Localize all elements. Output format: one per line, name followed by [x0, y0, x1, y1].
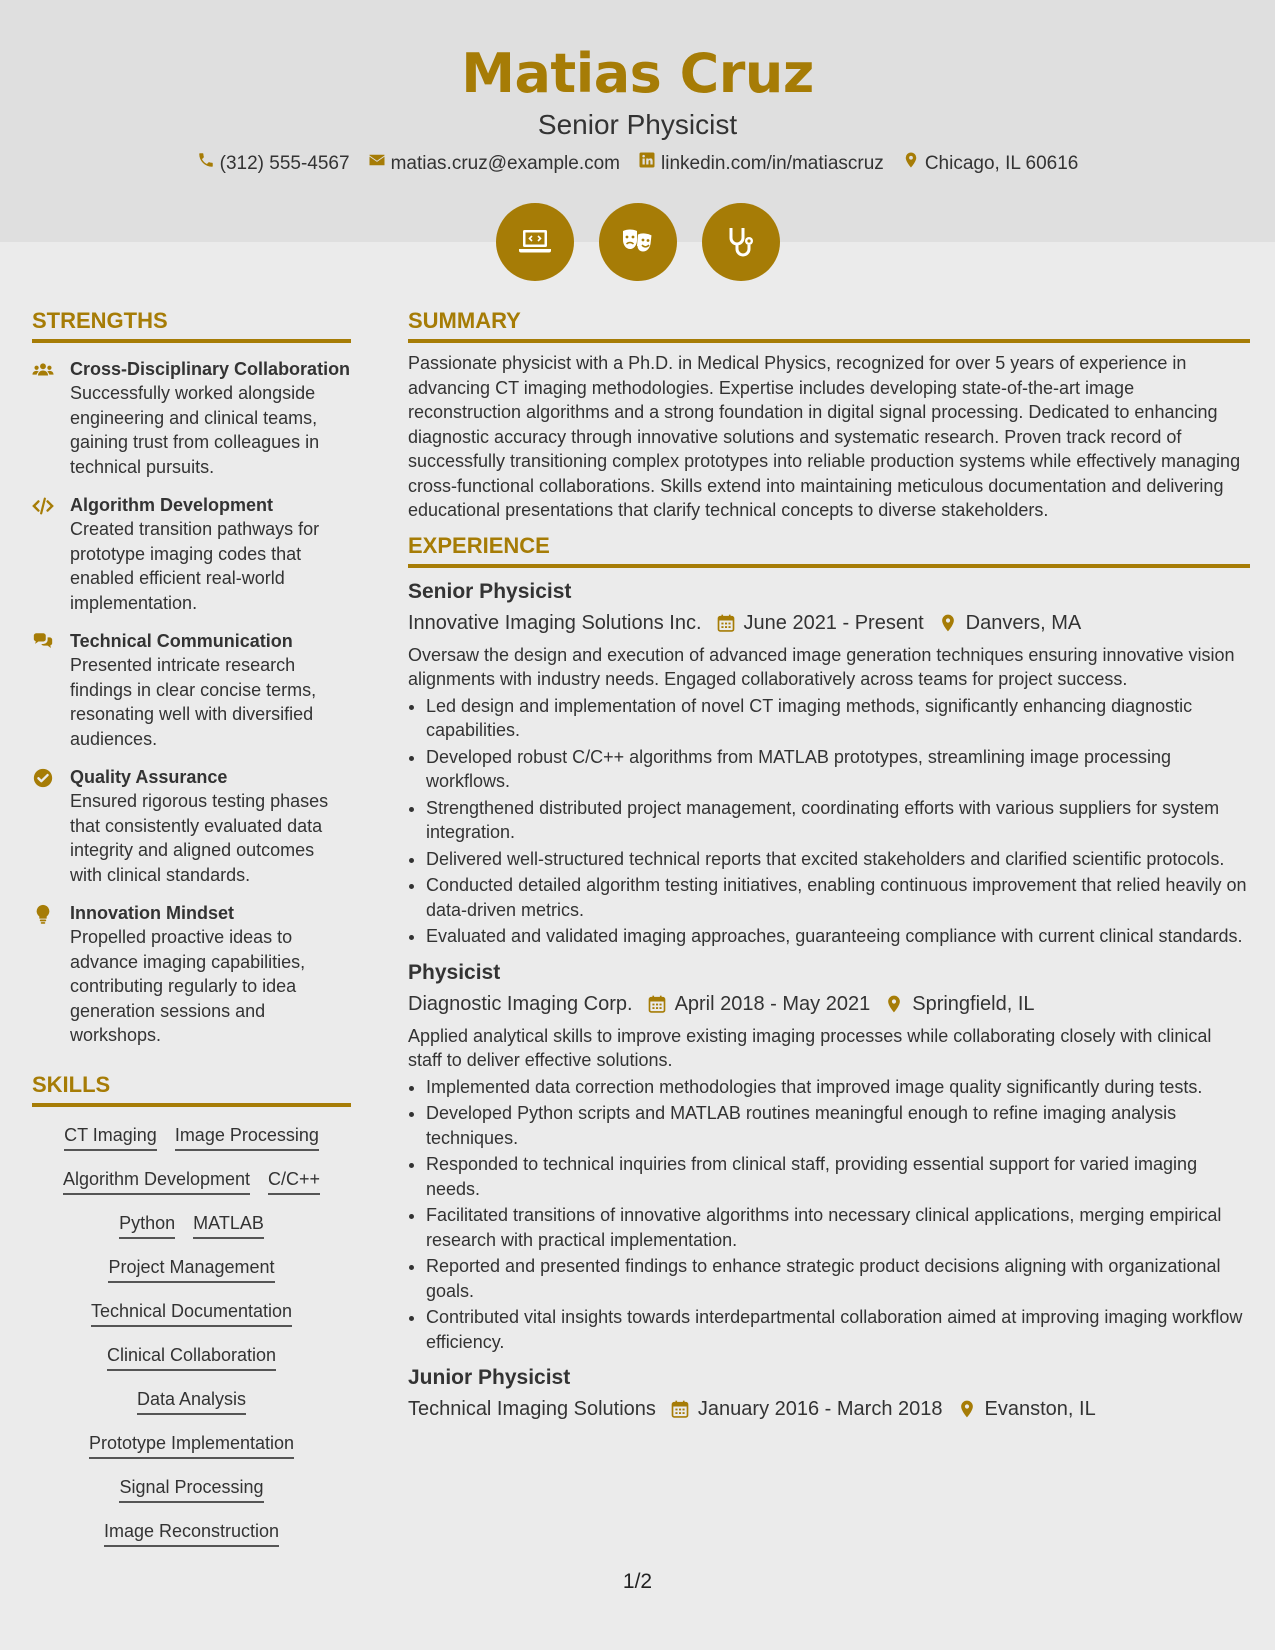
strength-text: Ensured rigorous testing phases that consistently evaluated data integrity and aligned outcomes with clinical standards.: [70, 791, 329, 885]
linkedin-icon: [638, 151, 656, 177]
job-location: Danvers, MA: [965, 611, 1082, 634]
job-location: Evanston, IL: [984, 1398, 1096, 1420]
strengths-heading: STRENGTHS: [32, 308, 351, 343]
skill-tag: Python: [119, 1211, 175, 1239]
contact-email[interactable]: [368, 151, 620, 177]
experience-heading: EXPERIENCE: [408, 533, 1250, 568]
skill-tag: Clinical Collaboration: [107, 1343, 276, 1371]
skills-list: [32, 1123, 351, 1547]
strength-title: Algorithm Development: [70, 495, 274, 515]
stethoscope-icon: [702, 203, 780, 281]
theater-masks-icon: [599, 203, 677, 281]
job-entry: [408, 578, 1250, 949]
strength-title: Technical Communication: [70, 631, 293, 651]
list-item: • Developed robust C/C++ algorithms from MATLAB prototypes, streamlining image processing workflows.: [426, 745, 1250, 794]
candidate-name: Matias Cruz: [461, 42, 814, 105]
job-location: Springfield, IL: [912, 992, 1035, 1015]
job-meta: [408, 608, 1250, 638]
list-item: • Contributed vital insights towards interdepartmental collaboration aimed at improving imaging workflow efficiency.: [426, 1305, 1250, 1354]
job-entry: [408, 959, 1250, 1355]
skill-tag: Signal Processing: [119, 1475, 263, 1503]
map-marker-icon: [884, 994, 904, 1014]
skill-tag: Prototype Implementation: [89, 1431, 294, 1459]
skills-heading: SKILLS: [32, 1072, 351, 1107]
page-number: 1/2: [622, 1570, 653, 1593]
contact-bar: [0, 151, 1275, 177]
job-meta: [408, 1394, 1250, 1424]
strength-title: Innovation Mindset: [70, 903, 234, 923]
strength-text: Presented intricate research findings in clear concise terms, resonating well with diversified audiences.: [70, 655, 317, 749]
job-dates: April 2018 - May 2021: [674, 992, 871, 1015]
skill-tag: Algorithm Development: [63, 1167, 250, 1195]
list-item: • Implemented data correction methodologies that improved image quality significantly during tests.: [426, 1075, 1250, 1100]
strength-title: Cross-Disciplinary Collaboration: [70, 359, 351, 379]
contact-location: [902, 151, 1079, 177]
email-text: matias.cruz@example.com: [390, 153, 620, 174]
strength-text: Propelled proactive ideas to advance imaging capabilities, contributing regularly to idea generation sessions and workshops.: [70, 927, 306, 1045]
list-item: • Reported and presented findings to enhance strategic product decisions aligning with organizational goals.: [426, 1254, 1250, 1303]
skill-tag: Technical Documentation: [91, 1299, 292, 1327]
skill-tag: CT Imaging: [64, 1123, 157, 1151]
skill-tag: MATLAB: [193, 1211, 264, 1239]
lightbulb-icon: [32, 901, 70, 1048]
summary-text: Passionate physicist with a Ph.D. in Medical Physics, recognized for over 5 years of experience in advancing CT imaging methodologies. Expertise includes developing state-of-the-art image reconstruction algorithms and a strong foundation in digital signal processing. Dedicated to enhancing diagnostic accuracy through innovative solutions and systematic research. Proven track record of successfully transitioning complex prototypes into reliable production systems while effectively managing cross-functional collaborations. Skills extend into maintaining meticulous documentation and delivering educational presentations that clarify technical concepts to diverse stakeholders.: [408, 353, 1241, 520]
job-title: Junior Physicist: [408, 1366, 571, 1389]
right-column: [408, 308, 1250, 1424]
strength-text: Created transition pathways for prototype imaging codes that enabled efficient real-world implementation.: [70, 519, 320, 613]
job-company: Diagnostic Imaging Corp.: [408, 992, 633, 1015]
left-column: [32, 308, 351, 1563]
envelope-icon: [368, 151, 386, 177]
list-item: • Facilitated transitions of innovative algorithms into necessary clinical applications, merging empirical research with practical implementation.: [426, 1203, 1250, 1252]
skill-tag: Data Analysis: [137, 1387, 246, 1415]
job-bullets: [408, 1075, 1250, 1355]
list-item: • Delivered well-structured technical reports that excited stakeholders and clarified scientific protocols.: [426, 847, 1250, 872]
calendar-icon: [670, 1399, 690, 1419]
calendar-icon: [647, 994, 667, 1014]
job-company: Technical Imaging Solutions: [408, 1398, 656, 1420]
job-bullets: [408, 694, 1250, 949]
strength-item: [32, 493, 351, 615]
skill-tag: Image Reconstruction: [104, 1519, 279, 1547]
users-icon: [32, 357, 70, 479]
strength-item: [32, 357, 351, 479]
list-item: • Evaluated and validated imaging approaches, guaranteeing compliance with current clinical standards.: [426, 924, 1250, 949]
phone-icon: [197, 151, 215, 177]
code-icon: [32, 493, 70, 615]
skill-tag: Project Management: [108, 1255, 274, 1283]
summary-heading: SUMMARY: [408, 308, 1250, 343]
list-item: • Developed Python scripts and MATLAB routines meaningful enough to refine imaging analysis techniques.: [426, 1101, 1250, 1150]
job-meta: [408, 989, 1250, 1019]
job-title: Physicist: [408, 960, 501, 984]
strength-item: [32, 629, 351, 751]
interest-icons: [0, 203, 1275, 281]
laptop-code-icon: [496, 203, 574, 281]
strength-item: [32, 765, 351, 887]
strength-item: [32, 901, 351, 1048]
job-company: Innovative Imaging Solutions Inc.: [408, 611, 702, 634]
comments-icon: [32, 629, 70, 751]
job-description: Applied analytical skills to improve existing imaging processes while collaborating closely with clinical staff to deliver effective solutions.: [408, 1025, 1212, 1070]
skill-tag: Image Processing: [175, 1123, 319, 1151]
skill-tag: C/C++: [268, 1167, 320, 1195]
list-item: • Conducted detailed algorithm testing initiatives, enabling continuous improvement that relied heavily on data-driven metrics.: [426, 873, 1250, 922]
contact-linkedin[interactable]: [638, 151, 884, 177]
calendar-icon: [716, 613, 736, 633]
location-text: Chicago, IL 60616: [924, 153, 1079, 174]
map-marker-icon: [938, 613, 958, 633]
phone-text: (312) 555-4567: [219, 153, 350, 174]
strength-title: Quality Assurance: [70, 767, 228, 787]
map-marker-icon: [902, 151, 920, 177]
job-title: Senior Physicist: [408, 579, 572, 603]
map-marker-icon: [957, 1399, 977, 1419]
job-description: Oversaw the design and execution of advanced image generation techniques ensuring innovative vision alignments with industry needs. Engaged collaboratively across teams for project success.: [408, 644, 1235, 689]
candidate-role: Senior Physicist: [537, 109, 738, 140]
check-circle-icon: [32, 765, 70, 887]
list-item: • Responded to technical inquiries from clinical staff, providing essential support for varied imaging needs.: [426, 1152, 1250, 1201]
contact-phone[interactable]: [197, 151, 350, 177]
list-item: • Strengthened distributed project management, coordinating efforts with various suppliers for system integration.: [426, 796, 1250, 845]
list-item: • Led design and implementation of novel CT imaging methods, significantly enhancing diagnostic capabilities.: [426, 694, 1250, 743]
strength-text: Successfully worked alongside engineering and clinical teams, gaining trust from colleagues in technical pursuits.: [70, 383, 320, 477]
job-dates: June 2021 - Present: [743, 611, 924, 634]
job-dates: January 2016 - March 2018: [697, 1398, 943, 1420]
linkedin-text: linkedin.com/in/matiascruz: [661, 153, 884, 174]
job-entry: [408, 1364, 1250, 1424]
